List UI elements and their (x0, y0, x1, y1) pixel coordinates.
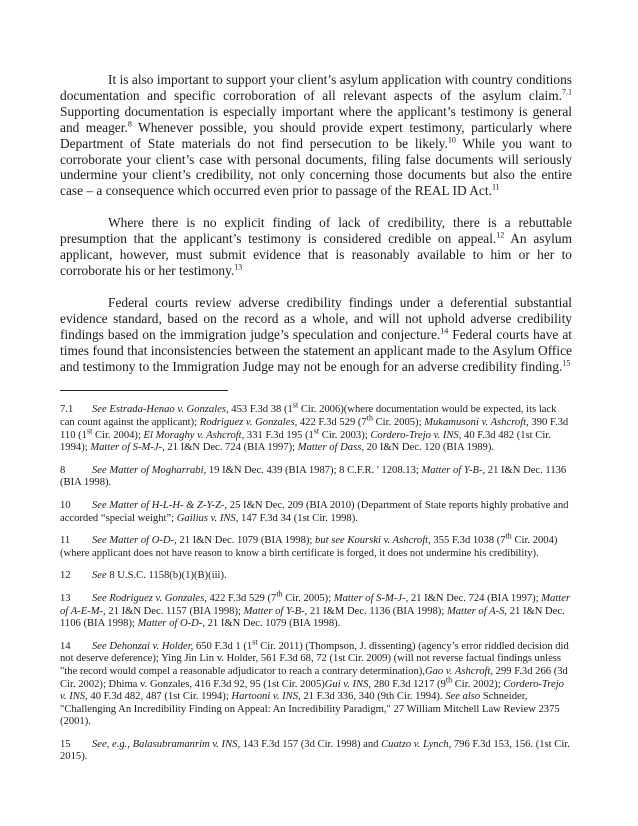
text-run: 422 F.3d 529 (7 (206, 592, 277, 604)
footnote-number: 13 (60, 592, 71, 604)
text-run: Cir. 2005); (372, 417, 425, 428)
body-paragraph (60, 72, 572, 199)
footnote-number: 11 (60, 535, 71, 547)
text-run: 390 F.3d 110 (1 (60, 417, 569, 441)
footnote-ref: 12 (496, 230, 505, 240)
text-run: See, e.g., Balasubramanrim v. INS, (92, 738, 241, 750)
text-run: 20 I&N Dec. 120 (BIA 1989). (363, 442, 495, 454)
text-run: Federal courts review adverse credibility findings under a deferential substantial evidence standard, based on the record as a whole, and will not uphold adverse credibility findings based on the immigration judge’s speculation and conjecture. (60, 294, 572, 342)
text-run: Federal courts have at times found that inconsistencies between the statement an applicant made to the Asylum Office and testimony to the Immigration Judge may not be enough for an adverse credibility finding. (60, 326, 572, 374)
text-run: Matter of Y-B-, (421, 464, 486, 476)
text-run: 19 I&N Dec. 439 (BIA 1987); 8 C.F.R. ' 1208.13; (206, 464, 422, 476)
text-run: Supporting documentation is especially important where the applicant’s testimony is general and meager. (60, 103, 572, 135)
text-run: 280 F.3d 1217 (9 (371, 678, 446, 690)
text-run: Matter of O-D-, (137, 618, 205, 630)
text-run: 299 F.3d 266 (3d Cir. 2002); Dhima v. Gonzales, 416 F.3d 92, 95 (1st Cir. 2005) (60, 665, 568, 690)
footnote-ref: 14 (440, 326, 449, 336)
text-run: but see Kourski v. Ashcroft, (315, 535, 431, 547)
text-run: 21 I&N Dec. 1157 (BIA 1998); (105, 605, 244, 617)
text-run: It is also important to support your client’s asylum application with country conditions documentation and specific corroboration of all relevant aspects of the asylum claim. (60, 72, 572, 103)
footnote-ref: st (86, 426, 93, 436)
footnote-ref: st (252, 637, 258, 647)
footnote (60, 570, 572, 583)
text-run: 21 I&N Dec. 1136 (BIA 1998). (60, 464, 567, 489)
text-run: See Estrada-Henao v. Gonzales, (92, 404, 229, 416)
footnote-number: 15 (60, 738, 71, 750)
body-paragraph (60, 295, 572, 375)
footnote-number: 7.1 (60, 404, 74, 416)
footnote-number: 12 (60, 570, 71, 582)
text-run: Matter of Dass, (297, 442, 364, 454)
text-run: See Matter of Mogharrabi, (92, 464, 207, 476)
footnote (60, 589, 572, 631)
text-run: While you want to corroborate your client’s case with personal documents, filing false documents will seriously undermine your client’s credibility, not only concerning those documents but also the entire case – a consequence which occurred even prior to passage of the REAL ID Act. (60, 135, 572, 199)
footnote-number: 10 (60, 499, 71, 511)
text-run: Cir. 2011) (Thompson, J. dissenting) (agency’s error riddled decision did not deserve deference); Ying Jin Lin v. Holder, 561 F.3d 68, 72 (1st Cir. 2009) (will not reverse factual findings unless "the record would compel a reasonable adjudicator to reach a contrary determination), (60, 640, 569, 677)
text-run: Rodriguez v. Gonzales, (199, 417, 298, 428)
text-run: Mukamusoni v. Ashcroft, (424, 417, 529, 428)
text-run: 21 I&N Dec. 724 (BIA 1997); (164, 442, 298, 454)
text-run: Cir. 2006)(where documentation would be expected, its lack can count against the applicant); (60, 404, 557, 428)
footnote-number: 14 (60, 640, 71, 652)
text-run: Cordero-Trejo v. INS, (60, 678, 564, 703)
footnote-number: 8 (60, 464, 66, 476)
text-run: 21 I&N Dec. 724 (BIA 1997); (408, 592, 542, 604)
body-text (60, 72, 572, 374)
text-run: 331 F.3d 195 (1 (244, 429, 314, 441)
text-run: See also (445, 691, 481, 703)
footnote-separator (60, 390, 228, 391)
text-run: Matter of S-M-J-, (333, 592, 409, 604)
text-run: Cir. 2005); (282, 592, 334, 604)
text-run: See Matter of H-L-H- & Z-Y-Z-, (92, 499, 228, 511)
text-run: 25 I&N Dec. 209 (BIA 2010) (Department of State reports highly probative and accorded “special weight”; (60, 499, 569, 524)
footnote-ref: 7.1 (562, 87, 572, 97)
footnote-ref: th (505, 531, 512, 541)
text-run: 355 F.3d 1038 (7 (430, 535, 506, 547)
text-run: Matter of A-S, (446, 605, 508, 617)
text-run: See Dehonzai v. Holder, (92, 640, 194, 652)
footnote (60, 500, 572, 525)
text-run: Cir. 2004); (92, 429, 144, 441)
footnote (60, 637, 572, 729)
footnote-ref: st (292, 400, 299, 410)
text-run: 650 F.3d 1 (1 (193, 640, 253, 652)
text-run: Cuatzo v. Lynch, (381, 738, 452, 750)
text-run: Matter of Y-B-, (243, 605, 308, 617)
footnote (60, 739, 572, 764)
text-run: See (92, 570, 107, 582)
text-run: 40 F.3d 482 (1st Cir. 1994); (60, 429, 551, 454)
text-run: 143 F.3d 157 (3d Cir. 1998) and (240, 738, 382, 750)
text-run: 21 F.3d 336, 340 (9th Cir. 1994). (300, 691, 446, 703)
text-run: 147 F.3d 34 (1st Cir. 1998). (238, 512, 358, 524)
text-run: Cir. 2004)(where applicant does not have reason to know a birth certificate is forged, it does not undermine his credibility). (60, 535, 558, 559)
text-run: Cir. 2002); (452, 678, 504, 690)
text-run: 21 I&M Dec. 1136 (BIA 1998); (307, 605, 447, 617)
footnote-ref: 15 (562, 358, 571, 368)
text-run: Matter of S-M-J-, (90, 442, 165, 454)
text-run: Where there is no explicit finding of lack of credibility, there is a rebuttable presumption that the applicant’s testimony is considered credible on appeal. (60, 215, 572, 247)
text-run: Whenever possible, you should provide expert testimony, particularly where Department of State materials do not find persecution to be likely. (60, 119, 572, 151)
document-page (60, 72, 572, 774)
text-run: 21 I&N Dec. 1079 (BIA 1998). (204, 618, 341, 630)
footnote-ref: 13 (234, 262, 243, 272)
text-run: 40 F.3d 482, 487 (1st Cir. 1994); (87, 691, 232, 703)
footnote-ref: th (445, 674, 453, 684)
footnote (60, 531, 572, 560)
text-run: 21 I&N Dec. 1106 (BIA 1998); (60, 605, 565, 630)
text-run: 453 F.3d 38 (1 (228, 404, 293, 416)
text-run: Gui v. INS, (324, 678, 372, 690)
text-run: 796 F.3d 153, 156. (1st Cir. 2015). (60, 738, 570, 763)
text-run: Gailius v. INS, (176, 512, 239, 524)
text-run: 8 U.S.C. 1158(b)(1)(B)(iii). (106, 570, 227, 582)
footnotes (60, 400, 572, 764)
footnote-ref: 10 (447, 135, 456, 145)
footnote-ref: st (313, 426, 320, 436)
text-run: Matter of A-E-M-, (60, 592, 571, 617)
text-run: Hartooni v. INS, (231, 691, 301, 703)
footnote-ref: th (366, 413, 373, 423)
text-run: An asylum applicant, however, must submit evidence that is reasonably available to him or her to corroborate his or her testimony. (60, 231, 572, 278)
footnote (60, 465, 572, 490)
text-run: Cir. 2003); (319, 429, 371, 441)
text-run: Schneider, "Challenging An Incredibility Finding on Appeal: An Incredibility Paradigm," 27 William Mitchell Law Review 2375 (2001). (60, 691, 560, 728)
footnote-ref: 8 (127, 119, 132, 129)
text-run: Gao v. Ashcroft, (424, 665, 494, 677)
text-run: El Moraghy v. Ashcroft, (143, 429, 245, 441)
text-run: 21 I&N Dec. 1079 (BIA 1998); (176, 535, 316, 547)
text-run: Cordero-Trejo v. INS, (370, 429, 462, 441)
footnote (60, 400, 572, 454)
text-run: 422 F.3d 529 (7 (297, 417, 367, 428)
footnote-ref: th (276, 589, 283, 599)
text-run: See Rodriguez v. Gonzales, (92, 592, 207, 604)
text-run: See Matter of O-D-, (92, 535, 177, 547)
footnote-ref: 11 (491, 182, 500, 192)
body-paragraph (60, 215, 572, 279)
